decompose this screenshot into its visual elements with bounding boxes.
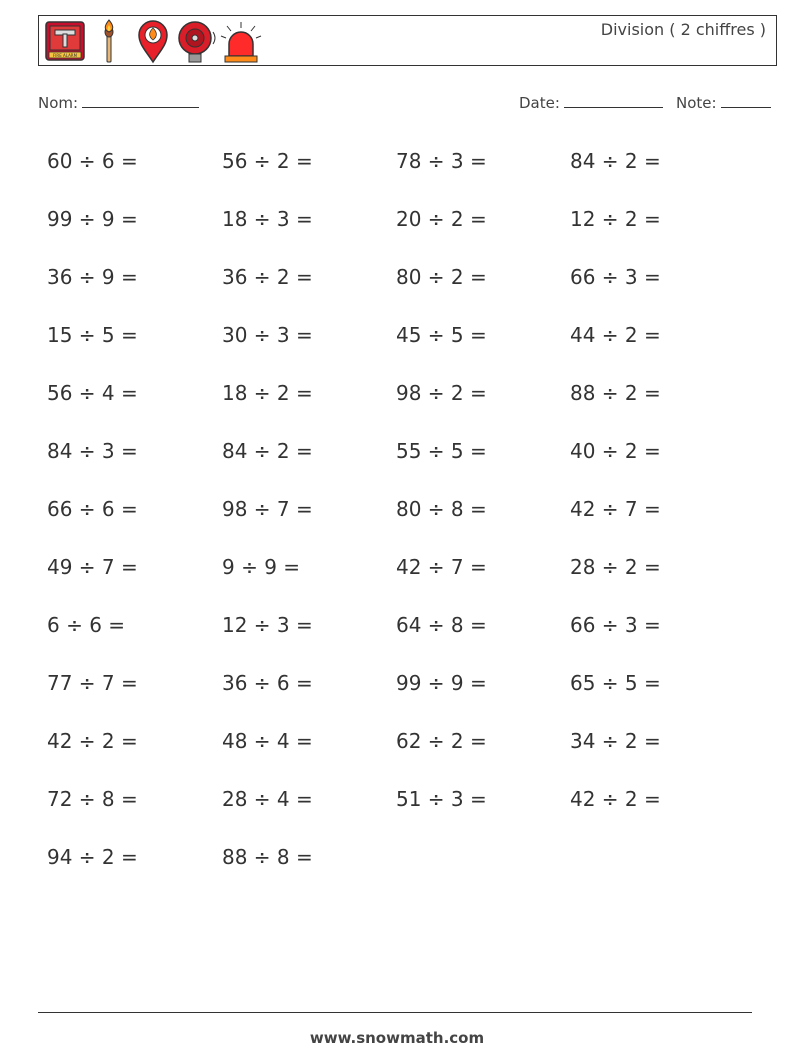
worksheet-header — [38, 15, 777, 66]
division-problem: 60 ÷ 6 = — [47, 149, 138, 173]
svg-text:FIRE ALARM: FIRE ALARM — [52, 53, 78, 58]
division-problem: 88 ÷ 2 = — [570, 381, 661, 405]
division-problem: 42 ÷ 2 = — [570, 787, 661, 811]
division-problem: 56 ÷ 2 = — [222, 149, 313, 173]
burning-match-icon — [87, 18, 131, 64]
grade-field — [676, 93, 771, 112]
division-problem: 48 ÷ 4 = — [222, 729, 313, 753]
grade-blank-line[interactable] — [721, 93, 771, 108]
division-problem: 98 ÷ 2 = — [396, 381, 487, 405]
division-problem: 64 ÷ 8 = — [396, 613, 487, 637]
division-problem: 88 ÷ 8 = — [222, 845, 313, 869]
division-problem: 72 ÷ 8 = — [47, 787, 138, 811]
fire-location-pin-icon — [131, 18, 175, 64]
division-problem: 6 ÷ 6 = — [47, 613, 126, 637]
division-problem: 99 ÷ 9 = — [47, 207, 138, 231]
division-problem: 99 ÷ 9 = — [396, 671, 487, 695]
division-problem: 45 ÷ 5 = — [396, 323, 487, 347]
division-problem: 34 ÷ 2 = — [570, 729, 661, 753]
date-blank-line[interactable] — [564, 93, 663, 108]
footer-divider — [38, 1012, 752, 1013]
division-problem: 12 ÷ 2 = — [570, 207, 661, 231]
division-problem: 28 ÷ 4 = — [222, 787, 313, 811]
division-problem: 9 ÷ 9 = — [222, 555, 301, 579]
alarm-bell-icon — [175, 18, 219, 64]
division-problem: 15 ÷ 5 = — [47, 323, 138, 347]
division-problem: 42 ÷ 2 = — [47, 729, 138, 753]
division-problem: 65 ÷ 5 = — [570, 671, 661, 695]
fire-alarm-box-icon — [43, 18, 87, 64]
division-problem: 36 ÷ 9 = — [47, 265, 138, 289]
division-problem: 55 ÷ 5 = — [396, 439, 487, 463]
division-problem: 84 ÷ 2 = — [570, 149, 661, 173]
division-problem: 36 ÷ 6 = — [222, 671, 313, 695]
header-icons — [43, 18, 263, 64]
worksheet-title: Division ( 2 chiffres ) — [600, 20, 766, 39]
name-label: Nom: — [38, 94, 79, 112]
division-problem: 12 ÷ 3 = — [222, 613, 313, 637]
footer-website: www.snowmath.com — [309, 1029, 485, 1047]
division-problem: 62 ÷ 2 = — [396, 729, 487, 753]
division-problem: 80 ÷ 8 = — [396, 497, 487, 521]
division-problem: 80 ÷ 2 = — [396, 265, 487, 289]
name-blank-line[interactable] — [82, 93, 199, 108]
division-problem: 84 ÷ 3 = — [47, 439, 138, 463]
division-problem: 98 ÷ 7 = — [222, 497, 313, 521]
division-problem: 66 ÷ 3 = — [570, 265, 661, 289]
division-problem: 18 ÷ 3 = — [222, 207, 313, 231]
division-problem: 77 ÷ 7 = — [47, 671, 138, 695]
grade-label: Note: — [676, 94, 717, 112]
division-problem: 94 ÷ 2 = — [47, 845, 138, 869]
siren-icon — [219, 18, 263, 64]
division-problem: 51 ÷ 3 = — [396, 787, 487, 811]
date-field — [519, 93, 663, 112]
division-problem: 66 ÷ 3 = — [570, 613, 661, 637]
division-problem: 40 ÷ 2 = — [570, 439, 661, 463]
division-problem: 66 ÷ 6 = — [47, 497, 138, 521]
name-field — [38, 93, 199, 112]
division-problem: 49 ÷ 7 = — [47, 555, 138, 579]
division-problem: 42 ÷ 7 = — [570, 497, 661, 521]
division-problem: 78 ÷ 3 = — [396, 149, 487, 173]
division-problem: 30 ÷ 3 = — [222, 323, 313, 347]
division-problem: 20 ÷ 2 = — [396, 207, 487, 231]
division-problem: 18 ÷ 2 = — [222, 381, 313, 405]
division-problem: 36 ÷ 2 = — [222, 265, 313, 289]
date-label: Date: — [519, 94, 560, 112]
division-problem: 44 ÷ 2 = — [570, 323, 661, 347]
division-problem: 84 ÷ 2 = — [222, 439, 313, 463]
division-problem: 28 ÷ 2 = — [570, 555, 661, 579]
division-problem: 56 ÷ 4 = — [47, 381, 138, 405]
division-problem: 42 ÷ 7 = — [396, 555, 487, 579]
